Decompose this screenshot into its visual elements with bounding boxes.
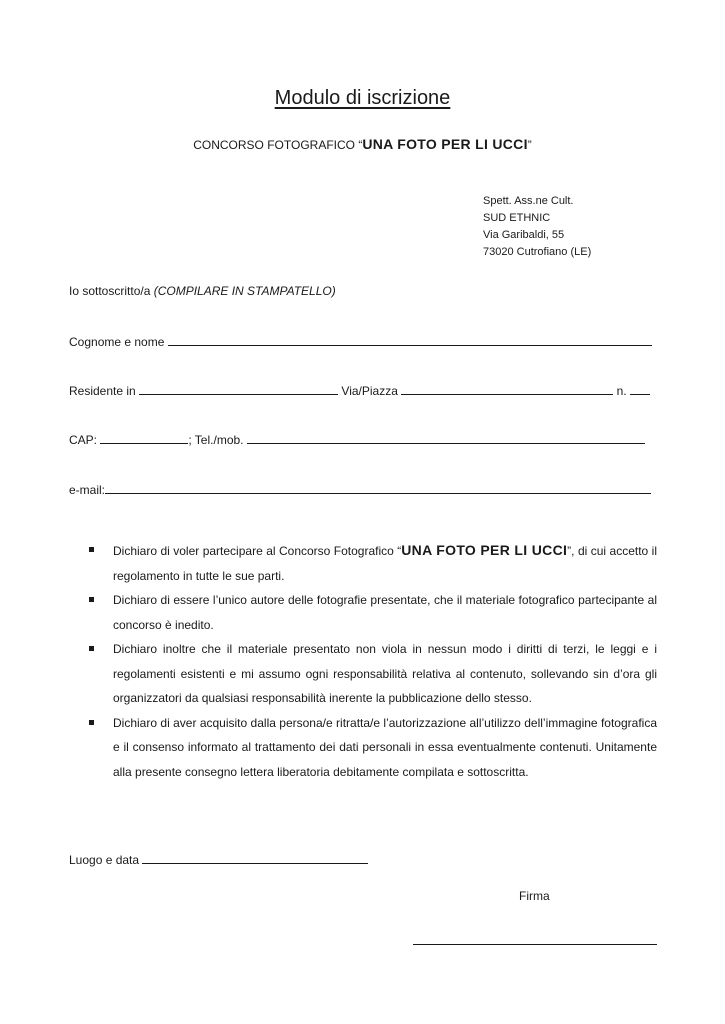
- name-label: Cognome e nome: [69, 335, 165, 349]
- intro-label: Io sottoscritto/a: [69, 284, 154, 298]
- email-label: e-mail:: [69, 483, 106, 497]
- declaration-item: Dichiaro di voler partecipare al Concorso Fotografico “UNA FOTO PER LI UCCI”, di cui accetto il regolamento in tutte le sue parti.: [69, 538, 657, 588]
- number-label: n.: [616, 384, 627, 398]
- residence-label: Residente in: [69, 384, 136, 398]
- bullet-icon: [89, 720, 94, 725]
- page-title: Modulo di iscrizione: [274, 87, 451, 109]
- street-label: Via/Piazza: [341, 384, 398, 398]
- street-field[interactable]: [401, 382, 613, 395]
- place-date-field[interactable]: [142, 851, 368, 864]
- residence-row: [69, 382, 650, 398]
- intro-note: (COMPILARE IN STAMPATELLO): [153, 284, 336, 298]
- phone-label: ; Tel./mob.: [188, 433, 244, 447]
- recipient-line-4: 73020 Cutrofiano (LE): [483, 246, 592, 258]
- recipient-line-2: SUD ETHNIC: [483, 212, 551, 224]
- recipient-line-3: Via Garibaldi, 55: [483, 229, 565, 241]
- declaration-item: Dichiaro di essere l’unico autore delle fotografie presentate, che il materiale fotografico partecipante al concorso è inedito.: [69, 588, 657, 637]
- phone-field[interactable]: [247, 431, 645, 444]
- contest-name: UNA FOTO PER LI UCCI: [362, 136, 528, 152]
- email-field[interactable]: [105, 481, 651, 494]
- subtitle-prefix: CONCORSO FOTOGRAFICO “: [193, 138, 363, 152]
- declarations-list: [69, 538, 657, 784]
- cap-phone-row: [69, 431, 645, 447]
- declaration-item: Dichiaro inoltre che il materiale presentato non viola in nessun modo i diritti di terzi, le leggi e i regolamenti esistenti e mi assumo ogni responsabilità relativa al contenuto, sollevando sin d’ora gli organizzatori da qualsiasi responsabilità inerente la pubblicazione dello stesso.: [69, 637, 657, 711]
- bullet-icon: [89, 646, 94, 651]
- contest-name-inline: UNA FOTO PER LI UCCI: [401, 542, 568, 558]
- place-date-label: Luogo e data: [69, 853, 140, 867]
- signature-label: Firma: [519, 889, 550, 903]
- contest-subtitle: [0, 136, 725, 152]
- residence-field[interactable]: [139, 382, 338, 395]
- signature-line[interactable]: [413, 944, 657, 945]
- declaration-item: Dichiaro di aver acquisito dalla persona/e ritratta/e l’autorizzazione all’utilizzo dell’immagine fotografica e il consenso informato al trattamento dei dati personali in essa eventualmente contenuti. Unitamente alla presente consegno lettera liberatoria debitamente compilata e sottoscritta.: [69, 711, 657, 785]
- subtitle-suffix: ”: [527, 138, 532, 152]
- email-row: [69, 481, 651, 497]
- recipient-line-1: Spett. Ass.ne Cult.: [483, 195, 574, 207]
- bullet-icon: [89, 597, 94, 602]
- cap-label: CAP:: [69, 433, 98, 447]
- number-field[interactable]: [630, 382, 650, 395]
- cap-field[interactable]: [100, 431, 188, 444]
- place-date-row: [69, 851, 368, 867]
- name-row: [69, 333, 652, 349]
- name-field[interactable]: [168, 333, 652, 346]
- bullet-icon: [89, 547, 94, 552]
- intro-line: [69, 284, 336, 298]
